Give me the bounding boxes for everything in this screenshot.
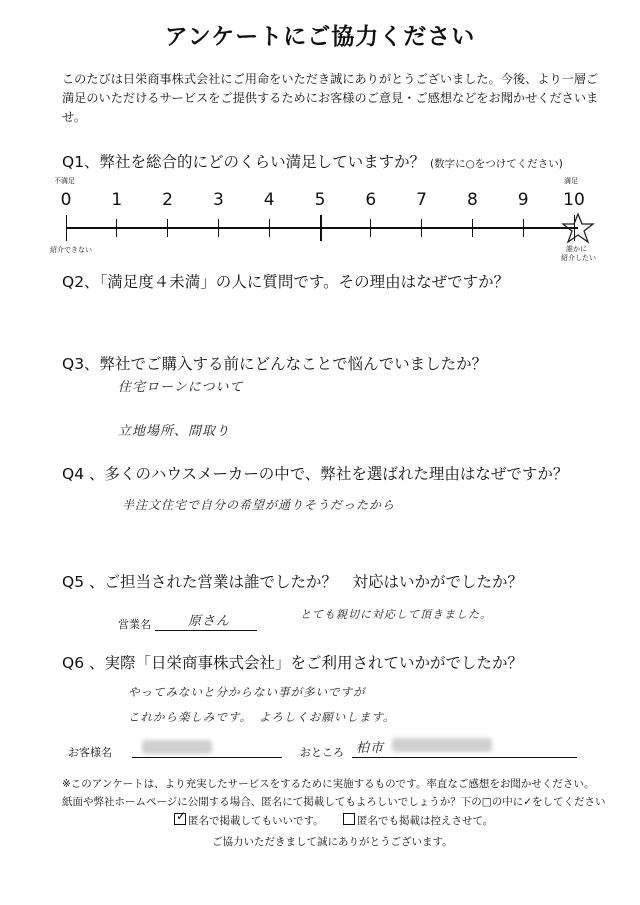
scale-left-top: 不満足 <box>54 177 75 185</box>
scale-number-7[interactable]: 7 <box>416 190 428 210</box>
scale-number-0[interactable]: 0 <box>60 190 72 210</box>
answer-3-line-1: 住宅ローンについて <box>118 380 244 395</box>
checkbox-anonymous-no[interactable] <box>343 813 355 825</box>
scale-right-bottom-1: 誰かに <box>566 245 587 253</box>
question-4: Q4 、多くのハウスメーカーの中で、弊社を選ばれた理由はなぜですか？ <box>62 465 569 483</box>
question-2: Q2、「満足度４未満」の人に質問です。その理由はなぜですか？ <box>62 273 510 291</box>
scale-number-10[interactable]: 10 <box>563 190 585 210</box>
star-mark-icon <box>560 212 596 244</box>
answer-4: 半注文住宅で自分の希望が通りそうだったから <box>122 498 396 512</box>
customer-name-underline <box>132 757 282 758</box>
scale-left-bottom: 紹介できない <box>50 246 92 254</box>
question-3: Q3、弊社でご購入する前にどんなことで悩んでいましたか？ <box>62 355 488 373</box>
address-underline <box>352 757 577 758</box>
option-anonymous-no-label: 匿名でも掲載は控えさせて。 <box>357 815 494 827</box>
scale-number-8[interactable]: 8 <box>466 190 478 210</box>
customer-name-redacted <box>142 740 212 754</box>
sales-name-value: 原さん <box>188 614 231 629</box>
scale-number-2[interactable]: 2 <box>162 190 174 210</box>
intro-text: このたびは日栄商事株式会社にご用命をいただき誠にありがとうございました。今後、より一層ご満足のいただけるサービスをご提供するためにお客様のご意見・ご感想などをお聞かせくださいませ。 <box>62 72 599 124</box>
option-anonymous-ok[interactable] <box>174 809 324 828</box>
scale-number-6[interactable]: 6 <box>365 190 377 210</box>
scale-number-9[interactable]: 9 <box>517 190 529 210</box>
scale-number-1[interactable]: 1 <box>111 190 123 210</box>
scale-right-bottom-2: 紹介したい <box>561 254 596 262</box>
scale-number-3[interactable]: 3 <box>212 190 224 210</box>
scale-number-5[interactable]: 5 <box>314 190 326 210</box>
scale-number-4[interactable]: 4 <box>263 190 275 210</box>
question-5: Q5 、ご担当された営業は誰でしたか？ 対応はいかがでしたか？ <box>62 573 523 591</box>
option-anonymous-ok-label: 匿名で掲載してもいいです。 <box>188 815 324 827</box>
question-6: Q6 、実際「日栄商事株式会社」をご利用されていかがでしたか？ <box>62 654 523 672</box>
answer-6-line-2: これから楽しみです。 よろしくお願いします。 <box>128 710 396 724</box>
footer-line-1: ※このアンケートは、より充実したサービスをするために実施するものです。率直なご感想をお聞かせください。 <box>62 778 595 790</box>
question-1-text: Q1、弊社を総合的にどのくらい満足していますか？ <box>62 153 426 171</box>
answer-3-line-2: 立地場所、間取り <box>118 424 231 439</box>
customer-name-label: お客様名 <box>68 746 112 759</box>
page-title: アンケートにご協力ください <box>164 24 476 50</box>
footer-thanks: ご協力いただきまして誠にありがとうございます。 <box>212 836 453 848</box>
checkbox-anonymous-ok[interactable]: ✓ <box>176 809 187 823</box>
footer-line-2: 紙面や弊社ホームページに公開する場合、匿名にて掲載してもよろしいでしょうか？下の□の中に✓をしてください <box>62 796 606 808</box>
question-1 <box>62 150 563 172</box>
scale-right-top: 満足 <box>564 177 578 185</box>
address-label: おところ <box>300 746 344 759</box>
scale-line <box>66 227 578 229</box>
question-1-note: (数字に○をつけてください) <box>430 158 563 170</box>
sales-name-underline <box>155 630 257 631</box>
answer-5: とても親切に対応して頂きました。 <box>300 608 492 621</box>
option-anonymous-no[interactable] <box>343 813 493 828</box>
address-redacted <box>392 738 492 752</box>
sales-name-label: 営業名 <box>118 618 151 631</box>
address-prefix: 柏市 <box>356 741 385 756</box>
answer-6-line-1: やってみないと分からない事が多いですが <box>128 685 366 699</box>
